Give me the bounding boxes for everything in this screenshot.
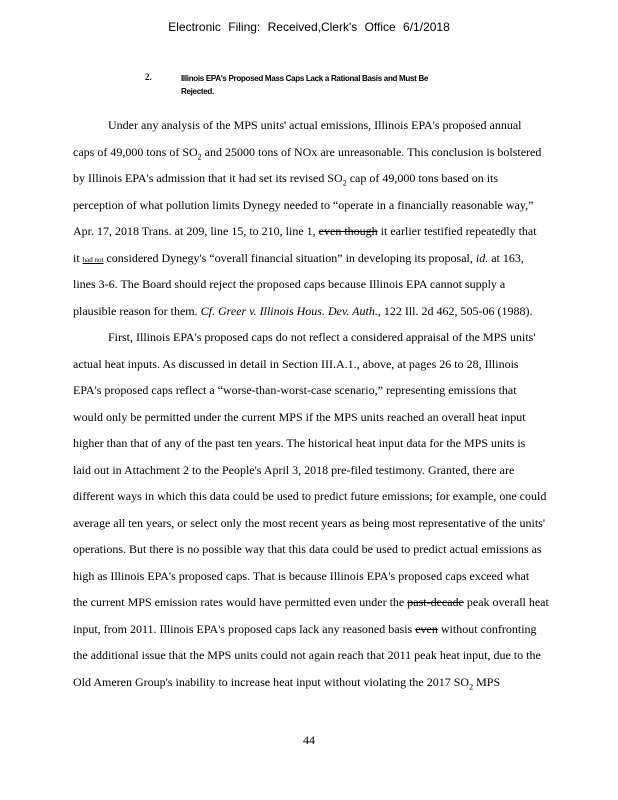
subscript: 2 [469, 681, 474, 691]
text-line [73, 139, 577, 166]
section-number: 2. [145, 72, 152, 82]
text-line [73, 377, 577, 404]
subscript: 2 [342, 178, 347, 188]
text-span: input, from 2011. Illinois EPA's proposed caps lack any reasoned basis [73, 621, 416, 636]
text-span: the current MPS emission rates would have permitted even under the [73, 595, 408, 609]
struck-text: past-decade [407, 595, 464, 609]
section-heading-line1: Illinois EPA's Proposed Mass Caps Lack a Rational Basis and Must Be [181, 74, 429, 83]
emphasis-text: had not [82, 255, 104, 264]
text-line: actual heat inputs. As discussed in detail in Section III.A.1., above, at pages 26 to 28, Illinois [73, 356, 519, 371]
text-line [73, 589, 577, 616]
text-line: perception of what pollution limits Dynegy needed to “operate in a financially reasonable way,” [73, 197, 534, 212]
text-span: EPA's proposed caps reflect a “worse-than-worst-case scenario,” [73, 383, 386, 397]
text-line: higher than that of any of the past ten years. The historical heat input data for the MPS units is [73, 436, 526, 450]
struck-text: even [415, 621, 438, 636]
subscript: 2 [197, 151, 202, 161]
text-span: Old Ameren Group's inability to increase heat input without violating the 2017 SO [73, 674, 470, 689]
body-text [73, 112, 577, 695]
text-span: cap of 49,000 tons based on its [346, 171, 499, 185]
text-line [73, 616, 577, 643]
text-line [73, 165, 577, 192]
text-line: Under any analysis of the MPS units' actual emissions, Illinois EPA's proposed annual [108, 118, 522, 132]
text-span: peak overall heat [463, 595, 549, 609]
text-line: would only be permitted under the current MPS if the MPS units reached an overall heat input [73, 409, 526, 424]
text-span: MPS [473, 674, 501, 689]
struck-text: even though [318, 224, 378, 238]
citation-italic: Cf. Greer v. Illinois Hous. Dev. Auth. [200, 303, 378, 318]
text-span: representing emissions that [385, 383, 517, 397]
text-line [73, 218, 577, 245]
text-span: at 163, [488, 250, 524, 265]
text-line: different ways in which this data could be used to predict future emissions; for example, one could [73, 489, 547, 503]
page-number: 44 [303, 733, 315, 747]
text-line: average all ten years, or select only the most recent years as being most representative of the units' [73, 515, 545, 530]
text-line: lines 3-6. The Board should reject the proposed caps because Illinois EPA cannot supply a [73, 277, 506, 291]
text-line [73, 669, 577, 696]
text-line: the additional issue that the MPS units could not again reach that 2011 peak heat input, due to the [73, 648, 541, 662]
text-line: First, Illinois EPA's proposed caps do not reflect a considered appraisal of the MPS units' [108, 330, 536, 344]
text-line: operations. But there is no possible way that this data could be used to predict actual emissions as [73, 542, 542, 556]
text-span: without confronting [437, 621, 537, 636]
text-span: it [73, 250, 83, 265]
section-heading-line2: Rejected. [181, 87, 214, 96]
text-line: laid out in Attachment 2 to the People's April 3, 2018 pre-filed testimony. Granted, there are [73, 462, 515, 477]
text-span: plausible reason for them. [73, 303, 201, 318]
text-span: by Illinois EPA's admission that it had set its revised SO [73, 171, 343, 185]
text-line [73, 298, 577, 325]
text-line: high as Illinois EPA's proposed caps. That is because Illinois EPA's proposed caps exceed what [73, 568, 530, 583]
text-span: , 122 Ill. 2d 462, 505-06 (1988). [377, 303, 533, 318]
text-line [73, 245, 577, 272]
citation-italic: id. [475, 250, 489, 265]
filing-header: Electronic Filing: Received,Clerk's Office 6/1/2018 [168, 20, 450, 34]
section-heading [181, 72, 441, 98]
text-span: it earlier testified repeatedly that [377, 224, 537, 238]
text-span: and 25000 tons of NOx are unreasonable. This conclusion is bolstered [201, 144, 542, 159]
text-span: Apr. 17, 2018 Trans. at 209, line 15, to 210, line 1, [73, 224, 319, 238]
text-span: considered Dynegy's “overall financial situation” in developing its proposal, [103, 250, 476, 265]
text-span: caps of 49,000 tons of SO [73, 144, 198, 159]
